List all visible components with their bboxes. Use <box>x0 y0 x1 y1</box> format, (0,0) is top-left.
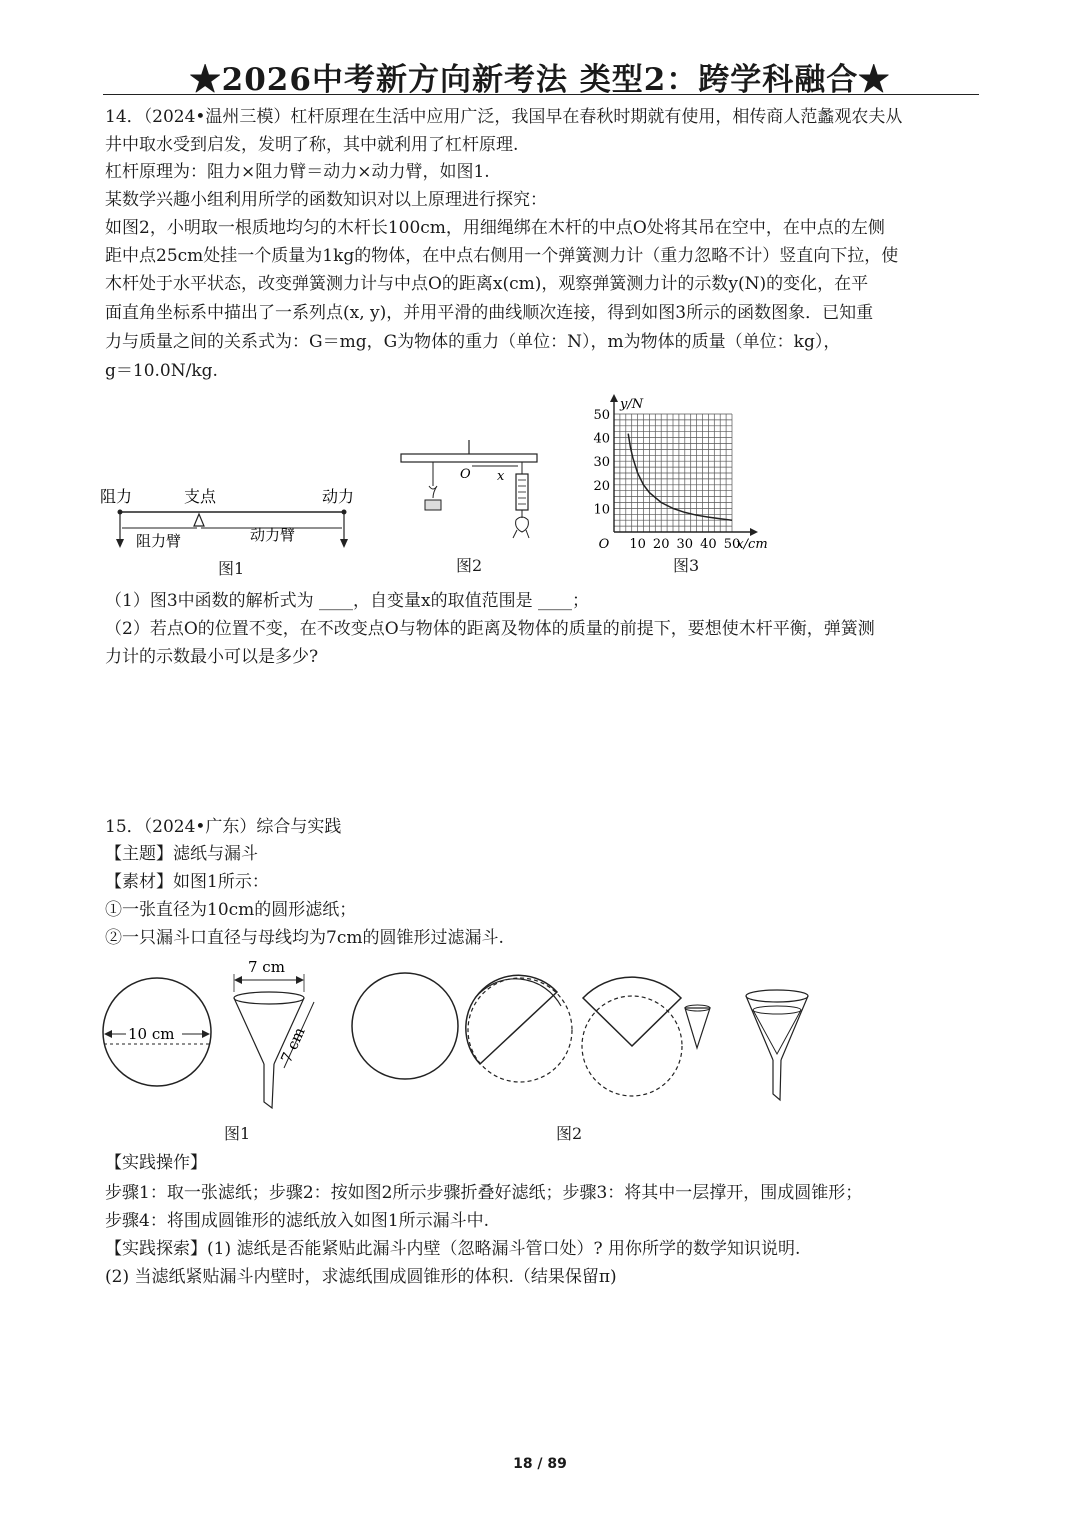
q14-sub2-line-1: （2）若点O的位置不变，在不改变点O与物体的距离及物体的质量的前提下，要想使木杆平衡，弹簧测 <box>105 619 875 639</box>
function-graph <box>588 392 788 554</box>
page-title: ★2026中考新方向新考法 类型2：跨学科融合★ <box>189 62 891 98</box>
fulcrum-triangle-icon <box>194 514 204 526</box>
q15-line-3: 【素材】如图1所示： <box>105 872 269 892</box>
fig1-caption-q14: 图1 <box>218 559 245 578</box>
x-tick-label: 10 <box>629 537 646 552</box>
y-tick-label: 50 <box>593 408 610 423</box>
fig1-caption-q15: 图1 <box>224 1124 251 1143</box>
fig2-caption-q14: 图2 <box>456 556 483 575</box>
weight-block <box>425 500 441 510</box>
fulcrum-label: 支点 <box>184 487 217 506</box>
q14-line-8: 面直角坐标系中描出了一系列点(x, y)，并用平滑的曲线顺次连接，得到如图3所示的函数图象．已知重 <box>105 303 874 323</box>
x-tick-label: 40 <box>700 537 717 552</box>
x-tick-label: 30 <box>676 537 694 552</box>
distance-x-label: x <box>497 469 505 484</box>
funnel-spout <box>264 1064 274 1108</box>
folding-steps-diagram <box>350 968 820 1118</box>
effort-arm-label: 动力臂 <box>250 526 296 544</box>
origin-label: O <box>598 537 610 552</box>
q15-practice-4: 【实践探索】(1) 滤纸是否能紧贴此漏斗内壁（忽略漏斗管口处）? 用你所学的数学知识说明. <box>105 1239 801 1259</box>
resistance-label: 阻力 <box>100 487 133 506</box>
q14-line-10: g＝10.0N/kg. <box>105 361 218 381</box>
slant-label: 7 cm <box>277 1024 309 1066</box>
mouth-label: 7 cm <box>248 958 285 976</box>
q14-line-2: 井中取水受到启发，发明了称，其中就利用了杠杆原理. <box>105 135 519 155</box>
q15-line-4: ①一张直径为10cm的圆形滤纸； <box>105 900 357 920</box>
q15-practice-2: 步骤1：取一张滤纸；步骤2：按如图2所示步骤折叠好滤纸；步骤3：将其中一层撑开，围成圆锥形； <box>105 1183 863 1203</box>
q14-line-6: 距中点25cm处挂一个质量为1kg的物体，在中点右侧用一个弹簧测力计（重力忽略不计）竖直向下拉，使 <box>105 246 899 266</box>
q14-line-4: 某数学兴趣小组利用所学的函数知识对以上原理进行探究： <box>105 190 547 210</box>
q15-practice-5: (2) 当滤纸紧贴漏斗内壁时，求滤纸围成圆锥形的体积.（结果保留π) <box>105 1267 617 1287</box>
page-number: 18 / 89 <box>513 1456 567 1472</box>
y-tick-label: 40 <box>593 431 610 447</box>
filter-and-funnel-diagram <box>100 952 340 1114</box>
q15-practice-3: 步骤4：将围成圆锥形的滤纸放入如图1所示漏斗中. <box>105 1211 490 1231</box>
point-o-label: O <box>460 467 471 482</box>
x-axis-label: x/cm <box>736 537 768 552</box>
q15-line-1: 15．（2024•广东）综合与实践 <box>105 817 342 837</box>
step-quarter-fold <box>583 977 681 1046</box>
spring-scale-diagram <box>398 438 543 540</box>
step-circle <box>352 973 458 1079</box>
y-tick-label: 30 <box>593 455 610 471</box>
x-tick-label: 50 <box>723 537 741 552</box>
step-half-fold <box>466 975 557 1064</box>
effort-label: 动力 <box>322 487 355 506</box>
header-rule <box>103 94 979 95</box>
q15-line-2: 【主题】滤纸与漏斗 <box>105 844 258 864</box>
y-tick-label: 10 <box>593 502 610 518</box>
y-axis-arrow <box>610 394 618 402</box>
fig3-caption-q14: 图3 <box>673 556 700 575</box>
x-tick-label: 20 <box>652 537 670 552</box>
q14-line-7: 木杆处于水平状态，改变弹簧测力计与中点O的距离x(cm)，观察弹簧测力计的示数y(N)的变化，在平 <box>105 274 869 294</box>
x-axis-arrow <box>750 528 758 536</box>
q14-sub2-line-2: 力计的示数最小可以是多少? <box>105 647 319 667</box>
q14-line-5: 如图2，小明取一根质地均匀的木杆长100cm，用细绳绑在木杆的中点O处将其吊在空中，在中点的左侧 <box>105 218 885 238</box>
q14-line-3: 杠杆原理为：阻力×阻力臂＝动力×动力臂，如图1. <box>105 162 490 182</box>
y-tick-label: 20 <box>593 478 610 494</box>
q15-practice-1: 【实践操作】 <box>105 1153 207 1173</box>
q14-line-1: 14．（2024•温州三模）杠杆原理在生活中应用广泛，我国早在春秋时期就有使用，相传商人范蠡观农夫从 <box>105 107 903 127</box>
resistance-arm-label: 阻力臂 <box>136 532 182 550</box>
diameter-label: 10 cm <box>128 1025 175 1043</box>
hand-icon <box>513 510 529 538</box>
step-cone <box>685 1008 710 1048</box>
q15-line-5: ②一只漏斗口直径与母线均为7cm的圆锥形过滤漏斗. <box>105 928 504 948</box>
q14-line-9: 力与质量之间的关系式为：G＝mg，G为物体的重力（单位：N），m为物体的质量（单位：kg）， <box>105 332 841 352</box>
q14-sub1: （1）图3中函数的解析式为 ____，自变量x的取值范围是 ____； <box>105 591 590 611</box>
fig2-caption-q15: 图2 <box>556 1124 583 1143</box>
y-axis-label: y/N <box>620 397 644 412</box>
